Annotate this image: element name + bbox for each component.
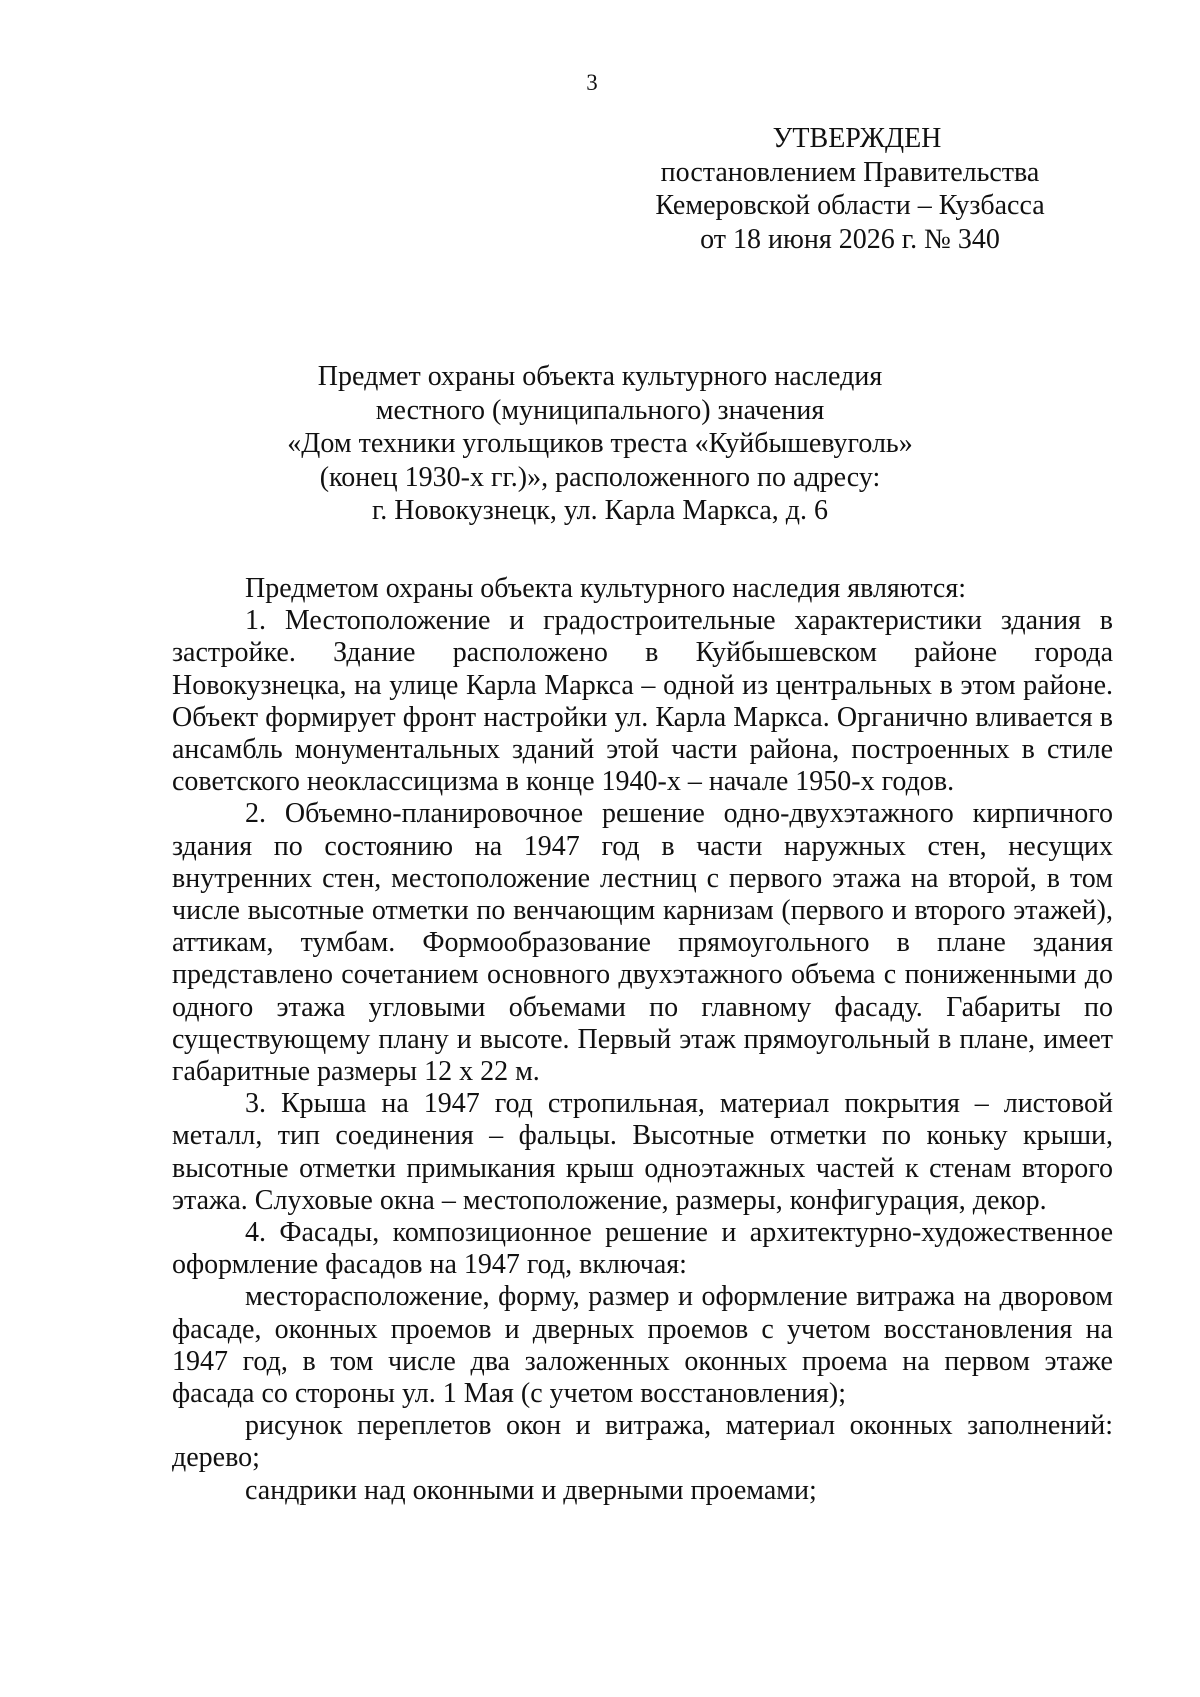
item-1-paragraph: 1. Местоположение и градостроительные характеристики здания в застройке. Здание расположено в Куйбышевском районе города Новокузнецка, на улице Карла Маркса – одной из центральных в этом районе. Объект формирует фронт настройки ул. Карла Маркса. Органично вливается в ансамбль монументальных зданий этой части района, построенных в стиле советского неоклассицизма в конце 1940-х – начале 1950-х годов.: [172, 605, 1113, 798]
title-line-4: (конец 1930-х гг.)», расположенного по адресу:: [319, 461, 881, 493]
title-line-1: Предмет охраны объекта культурного наследия: [317, 361, 883, 392]
subitem-window-frames-paragraph: рисунок переплетов окон и витража, материал оконных заполнений: дерево;: [172, 1410, 1113, 1474]
approval-stamp-block: [600, 122, 1100, 256]
approval-line-date-number: от 18 июня 2026 г. № 340: [700, 223, 1000, 255]
title-line-3: «Дом техники угольщиков треста «Куйбышевуголь»: [287, 428, 913, 459]
page-number: 3: [586, 70, 598, 95]
intro-paragraph: Предметом охраны объекта культурного наследия являются:: [245, 573, 967, 604]
approval-heading: УТВЕРЖДЕН: [772, 123, 942, 154]
approval-line-decree: постановлением Правительства: [660, 156, 1040, 188]
title-line-5: г. Новокузнецк, ул. Карла Маркса, д. 6: [371, 495, 829, 526]
subitem-sandriks-paragraph: сандрики над оконными и дверными проемами;: [245, 1474, 817, 1506]
item-4-paragraph: 4. Фасады, композиционное решение и архитектурно-художественное оформление фасадов на 1947 год, включая:: [172, 1217, 1113, 1281]
subitem-window-placement-paragraph: месторасположение, форму, размер и оформление витража на дворовом фасаде, оконных проемов и дверных проемов с учетом восстановления на 1947 год, в том числе два заложенных оконных проема на первом этаже фасада со стороны ул. 1 Мая (с учетом восстановления);: [172, 1281, 1113, 1410]
approval-line-region: Кемеровской области – Кузбасса: [655, 190, 1045, 221]
document-title: [150, 360, 1050, 528]
item-3-paragraph: 3. Крыша на 1947 год стропильная, материал покрытия – листовой металл, тип соединения – фальцы. Высотные отметки по коньку крыши, высотные отметки примыкания крыш одноэтажных частей к стенам второго этажа. Слуховые окна – местоположение, размеры, конфигурация, декор.: [172, 1088, 1113, 1216]
title-line-2: местного (муниципального) значения: [375, 394, 825, 426]
document-body: [172, 573, 1113, 1507]
item-2-paragraph: 2. Объемно-планировочное решение одно-двухэтажного кирпичного здания по состоянию на 1947 год в части наружных стен, несущих внутренних стен, местоположение лестниц с первого этажа на второй, в том числе высотные отметки по венчающим карнизам (первого и второго этажей), аттикам, тумбам. Формообразование прямоугольного в плане здания представлено сочетанием основного двухэтажного объема с пониженными до одного этажа угловыми объемами по главному фасаду. Габариты по существующему плану и высоте. Первый этаж прямоугольный в плане, имеет габаритные размеры 12 х 22 м.: [172, 798, 1113, 1088]
